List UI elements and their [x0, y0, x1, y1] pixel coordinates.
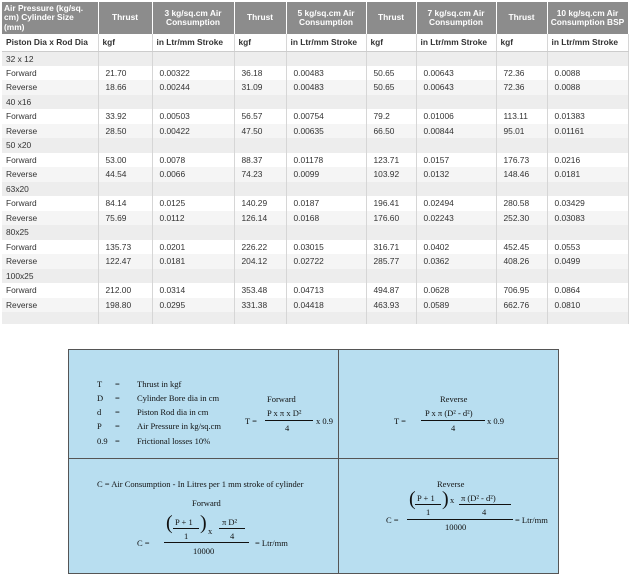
formula-lhs: T =	[245, 416, 257, 426]
table-row	[2, 124, 628, 139]
empty-cell	[496, 269, 547, 284]
table-cell: 176.60	[366, 211, 416, 226]
header-cell: 7 kg/sq.cm Air Consumption	[416, 2, 496, 34]
table-cell: 0.00483	[286, 80, 366, 95]
table-cell: 0.0589	[416, 298, 496, 313]
legend-symbol: P	[97, 421, 102, 431]
fraction-bar	[421, 420, 485, 421]
empty-cell	[234, 51, 286, 66]
direction-label: Forward	[2, 240, 98, 255]
formula-tail: x 0.9	[487, 416, 504, 426]
table-row	[2, 211, 628, 226]
table-cell: 140.29	[234, 196, 286, 211]
legend-row	[97, 421, 221, 431]
table-cell: 0.0181	[547, 167, 628, 182]
empty-cell	[286, 138, 366, 153]
legend-row	[97, 407, 208, 417]
empty-cell	[366, 95, 416, 110]
header-cell: Air Pressure (kg/sq. cm) Cylinder Size (mm)	[2, 2, 98, 34]
table-cell: 33.92	[98, 109, 152, 124]
formula-tail: x 0.9	[316, 416, 333, 426]
empty-cell	[152, 95, 234, 110]
legend-row	[97, 393, 219, 403]
empty-cell	[98, 51, 152, 66]
table-cell: 0.0499	[547, 254, 628, 269]
empty-cell	[547, 269, 628, 284]
empty-cell	[366, 182, 416, 197]
empty-cell	[496, 182, 547, 197]
table-cell: 0.00244	[152, 80, 234, 95]
table-cell: 0.0402	[416, 240, 496, 255]
legend-row	[97, 436, 210, 446]
cylinder-size: 63x20	[2, 182, 98, 197]
empty-cell	[547, 182, 628, 197]
table-cell: 0.00643	[416, 66, 496, 81]
table-cell: 113.11	[496, 109, 547, 124]
table-cell: 212.00	[98, 283, 152, 298]
table-cell: 198.80	[98, 298, 152, 313]
formula-title: Forward	[267, 394, 296, 404]
table-cell: 280.58	[496, 196, 547, 211]
empty-cell	[366, 269, 416, 284]
legend-equals: =	[115, 393, 120, 403]
table-cell: 226.22	[234, 240, 286, 255]
table-cell: 50.65	[366, 66, 416, 81]
table-cell: 316.71	[366, 240, 416, 255]
empty-cell	[152, 182, 234, 197]
table-cell: 126.14	[234, 211, 286, 226]
empty-cell	[152, 138, 234, 153]
empty-cell	[547, 225, 628, 240]
cylinder-size: 100x25	[2, 269, 98, 284]
empty-cell	[98, 95, 152, 110]
fraction-bar	[219, 528, 245, 529]
empty-cell	[416, 225, 496, 240]
table-cell: 0.02243	[416, 211, 496, 226]
table-cell: 0.0864	[547, 283, 628, 298]
table-cell: 0.0125	[152, 196, 234, 211]
header-cell: 3 kg/sq.cm Air Consumption	[152, 2, 234, 34]
empty-cell	[286, 51, 366, 66]
size-group-row	[2, 138, 628, 153]
subheader-cell: in Ltr/mm Stroke	[547, 34, 628, 51]
direction-label: Reverse	[2, 80, 98, 95]
table-cell: 0.0181	[152, 254, 234, 269]
table-cell: 0.00754	[286, 109, 366, 124]
header-cell: Thrust	[98, 2, 152, 34]
table-cell: 662.76	[496, 298, 547, 313]
formula-lhs: T =	[394, 416, 406, 426]
formula-denominator: 10000	[445, 522, 467, 532]
fraction-bar	[173, 528, 199, 529]
table-cell: 0.02494	[416, 196, 496, 211]
inner-denominator: 1	[184, 531, 189, 541]
table-cell: 53.00	[98, 153, 152, 168]
table-cell: 0.00322	[152, 66, 234, 81]
empty-cell	[234, 312, 286, 324]
empty-cell	[547, 95, 628, 110]
legend-desc: Frictional losses 10%	[137, 436, 211, 446]
empty-cell	[152, 225, 234, 240]
direction-label: Forward	[2, 283, 98, 298]
table-cell: 28.50	[98, 124, 152, 139]
table-cell: 135.73	[98, 240, 152, 255]
table-row	[2, 298, 628, 313]
header-cell: Thrust	[234, 2, 286, 34]
size-group-row	[2, 269, 628, 284]
table-cell: 0.0112	[152, 211, 234, 226]
subheader-cell: kgf	[98, 34, 152, 51]
table-cell: 74.23	[234, 167, 286, 182]
table-cell: 66.50	[366, 124, 416, 139]
table-row	[2, 240, 628, 255]
table-cell: 21.70	[98, 66, 152, 81]
subheader-cell: kgf	[366, 34, 416, 51]
cylinder-size: 50 x20	[2, 138, 98, 153]
fraction-bar	[265, 420, 313, 421]
formula-title: Forward	[192, 498, 221, 508]
inner-numerator: P + 1	[175, 517, 193, 527]
cylinder-spec-table	[2, 2, 629, 324]
empty-cell	[496, 51, 547, 66]
table-cell: 0.0088	[547, 66, 628, 81]
empty-cell	[496, 95, 547, 110]
table-cell: 0.02722	[286, 254, 366, 269]
table-cell: 0.0628	[416, 283, 496, 298]
header-cell: Thrust	[366, 2, 416, 34]
formula-tail: = Ltr/mm	[255, 538, 288, 548]
empty-cell	[234, 269, 286, 284]
header-cell: 5 kg/sq.cm Air Consumption	[286, 2, 366, 34]
direction-label: Forward	[2, 196, 98, 211]
table-cell: 75.69	[98, 211, 152, 226]
table-cell: 0.0157	[416, 153, 496, 168]
formula-denominator: 10000	[193, 546, 215, 556]
table-cell: 706.95	[496, 283, 547, 298]
table-cell: 0.04713	[286, 283, 366, 298]
table-cell: 0.0088	[547, 80, 628, 95]
empty-cell	[416, 269, 496, 284]
table-cell: 0.0201	[152, 240, 234, 255]
empty-cell	[547, 51, 628, 66]
legend-desc: Piston Rod dia in cm	[137, 407, 209, 417]
direction-label: Forward	[2, 66, 98, 81]
empty-cell	[416, 51, 496, 66]
legend-equals: =	[115, 379, 120, 389]
table-cell: 148.46	[496, 167, 547, 182]
table-cell: 408.26	[496, 254, 547, 269]
inner-denominator: 1	[426, 507, 431, 517]
table-cell: 285.77	[366, 254, 416, 269]
table-cell: 50.65	[366, 80, 416, 95]
table-cell: 0.00635	[286, 124, 366, 139]
empty-cell	[234, 95, 286, 110]
formula-tail: = Ltr/mm	[515, 515, 548, 525]
table-cell: 0.0078	[152, 153, 234, 168]
subheader-cell: in Ltr/mm Stroke	[416, 34, 496, 51]
table-row	[2, 80, 628, 95]
cylinder-size: 32 x 12	[2, 51, 98, 66]
pi-numerator: π D²	[222, 517, 238, 527]
table-row	[2, 109, 628, 124]
table-cell: 0.01006	[416, 109, 496, 124]
table-cell: 0.0099	[286, 167, 366, 182]
empty-cell	[2, 312, 98, 324]
formula-lhs: C =	[137, 538, 150, 548]
pi-denominator: 4	[482, 507, 487, 517]
cylinder-size: 40 x16	[2, 95, 98, 110]
table-cell: 0.0314	[152, 283, 234, 298]
times-sign: x	[208, 526, 213, 536]
table-cell: 0.0295	[152, 298, 234, 313]
pi-denominator: 4	[230, 531, 235, 541]
table-cell: 452.45	[496, 240, 547, 255]
table-cell: 353.48	[234, 283, 286, 298]
formula-title: Reverse	[440, 394, 468, 404]
fraction-bar	[407, 519, 513, 520]
times-sign: x	[450, 495, 455, 505]
subheader-cell: in Ltr/mm Stroke	[286, 34, 366, 51]
table-cell: 0.03083	[547, 211, 628, 226]
empty-cell	[496, 312, 547, 324]
direction-label: Reverse	[2, 211, 98, 226]
empty-cell	[234, 225, 286, 240]
inner-numerator: P + 1	[417, 493, 435, 503]
table-cell: 331.38	[234, 298, 286, 313]
subheader-cell: kgf	[234, 34, 286, 51]
formula-lhs: C =	[386, 515, 399, 525]
air-consumption-definition: C = Air Consumption - In Litres per 1 mm stroke of cylinder	[97, 479, 304, 489]
table-cell: 0.03429	[547, 196, 628, 211]
table-cell: 0.04418	[286, 298, 366, 313]
size-group-row	[2, 51, 628, 66]
empty-cell	[234, 182, 286, 197]
legend-desc: Thrust in kgf	[137, 379, 182, 389]
empty-cell	[98, 182, 152, 197]
direction-label: Forward	[2, 153, 98, 168]
table-cell: 0.0216	[547, 153, 628, 168]
empty-cell	[416, 182, 496, 197]
fraction-bar	[459, 504, 511, 505]
fraction-bar	[164, 542, 249, 543]
empty-cell	[366, 225, 416, 240]
table-cell: 31.09	[234, 80, 286, 95]
table-cell: 84.14	[98, 196, 152, 211]
table-cell: 0.00422	[152, 124, 234, 139]
table-cell: 0.01383	[547, 109, 628, 124]
table-cell: 0.01161	[547, 124, 628, 139]
table-cell: 56.57	[234, 109, 286, 124]
legend-symbol: T	[97, 379, 103, 389]
empty-cell	[496, 138, 547, 153]
header-cell: Thrust	[496, 2, 547, 34]
pi-numerator: π (D² - d²)	[461, 493, 496, 503]
table-cell: 0.0066	[152, 167, 234, 182]
empty-cell	[234, 138, 286, 153]
table-cell: 72.36	[496, 80, 547, 95]
table-cell: 494.87	[366, 283, 416, 298]
formula-denominator: 4	[285, 423, 290, 433]
table-cell: 196.41	[366, 196, 416, 211]
table-cell: 0.0810	[547, 298, 628, 313]
empty-cell	[98, 138, 152, 153]
table-cell: 204.12	[234, 254, 286, 269]
table-cell: 103.92	[366, 167, 416, 182]
table-cell: 18.66	[98, 80, 152, 95]
header-cell: 10 kg/sq.cm Air Consumption BSP	[547, 2, 628, 34]
size-group-row	[2, 95, 628, 110]
size-group-row	[2, 182, 628, 197]
fraction-bar	[415, 504, 441, 505]
empty-cell	[416, 138, 496, 153]
empty-cell	[416, 95, 496, 110]
legend-symbol: 0.9	[97, 436, 108, 446]
table-cell: 252.30	[496, 211, 547, 226]
empty-cell	[152, 51, 234, 66]
subheader-cell: Piston Dia x Rod Dia	[2, 34, 98, 51]
table-cell: 0.00844	[416, 124, 496, 139]
table-cell: 0.00503	[152, 109, 234, 124]
empty-cell	[366, 138, 416, 153]
table-cell: 0.0132	[416, 167, 496, 182]
table-row	[2, 254, 628, 269]
legend-desc: Air Pressure in kg/sq.cm	[137, 421, 222, 431]
table-row	[2, 66, 628, 81]
formula-panel: T = Thrust in kgf D = Cylinder Bore dia in cm d = Piston Rod dia in cm P = Air Pressure in kg/sq.cm 0.9 = Frictional losses 10% Forward T = P x π x D² 4 x 0.9 Reverse T = P x π (D² - d²) 4 x 0.9 C = Air Consumption - In Litres per 1 mm stroke of cylinder Forward C = ( P + 1 1 ) x π D² 4 10000 = Ltr/mm Reverse C = ( P + 1 1 ) x π (D² - d²) 4 10000 = Ltr/mm	[68, 349, 559, 574]
subheader-row	[2, 34, 628, 51]
empty-cell	[547, 312, 628, 324]
direction-label: Reverse	[2, 124, 98, 139]
legend-equals: =	[115, 436, 120, 446]
table-cell: 176.73	[496, 153, 547, 168]
table-cell: 0.00643	[416, 80, 496, 95]
table-cell: 36.18	[234, 66, 286, 81]
table-cell: 47.50	[234, 124, 286, 139]
direction-label: Forward	[2, 109, 98, 124]
legend-equals: =	[115, 421, 120, 431]
direction-label: Reverse	[2, 298, 98, 313]
subheader-cell: kgf	[496, 34, 547, 51]
cylinder-size: 80x25	[2, 225, 98, 240]
table-footer-row	[2, 312, 628, 324]
size-group-row	[2, 225, 628, 240]
table-cell: 0.0362	[416, 254, 496, 269]
empty-cell	[98, 312, 152, 324]
formula-numerator: P x π (D² - d²)	[425, 408, 473, 418]
legend-symbol: D	[97, 393, 104, 403]
header-row	[2, 2, 628, 34]
table-row	[2, 167, 628, 182]
table-cell: 79.2	[366, 109, 416, 124]
table-cell: 0.0168	[286, 211, 366, 226]
empty-cell	[496, 225, 547, 240]
formula-numerator: P x π x D²	[267, 408, 302, 418]
table-cell: 0.00483	[286, 66, 366, 81]
empty-cell	[286, 95, 366, 110]
empty-cell	[98, 269, 152, 284]
table-row	[2, 283, 628, 298]
table-cell: 122.47	[98, 254, 152, 269]
empty-cell	[416, 312, 496, 324]
table-cell: 123.71	[366, 153, 416, 168]
table-cell: 463.93	[366, 298, 416, 313]
table-cell: 0.01178	[286, 153, 366, 168]
formula-divider-horizontal	[69, 458, 558, 459]
empty-cell	[286, 269, 366, 284]
direction-label: Reverse	[2, 254, 98, 269]
legend-equals: =	[115, 407, 120, 417]
table-row	[2, 196, 628, 211]
empty-cell	[366, 312, 416, 324]
empty-cell	[366, 51, 416, 66]
table-cell: 44.54	[98, 167, 152, 182]
table-cell: 88.37	[234, 153, 286, 168]
legend-row	[97, 379, 181, 389]
empty-cell	[286, 312, 366, 324]
table-cell: 72.36	[496, 66, 547, 81]
empty-cell	[547, 138, 628, 153]
table-cell: 0.03015	[286, 240, 366, 255]
table-cell: 95.01	[496, 124, 547, 139]
formula-denominator: 4	[451, 423, 456, 433]
empty-cell	[152, 312, 234, 324]
table-cell: 0.0187	[286, 196, 366, 211]
formula-title: Reverse	[437, 479, 465, 489]
legend-symbol: d	[97, 407, 102, 417]
formula-divider-vertical	[338, 350, 339, 573]
direction-label: Reverse	[2, 167, 98, 182]
legend-desc: Cylinder Bore dia in cm	[137, 393, 220, 403]
table-row	[2, 153, 628, 168]
empty-cell	[286, 182, 366, 197]
table-cell: 0.0553	[547, 240, 628, 255]
empty-cell	[98, 225, 152, 240]
empty-cell	[286, 225, 366, 240]
empty-cell	[152, 269, 234, 284]
subheader-cell: in Ltr/mm Stroke	[152, 34, 234, 51]
